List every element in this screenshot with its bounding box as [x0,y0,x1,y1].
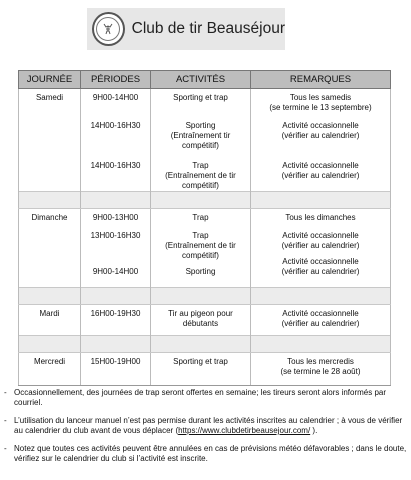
activity-wednesday: Sporting et trap [151,353,251,386]
day-sunday: Dimanche [19,209,81,288]
table-row-sunday [19,209,391,288]
time-slot: 9H00-14H00 [92,267,139,276]
remark-text: Tous les mercredis [287,357,354,366]
header-time: PÉRIODES [81,71,151,89]
activity-text: Trap [192,161,209,170]
club-logo [87,8,285,50]
times-sunday [81,209,151,288]
table-spacer [19,192,391,209]
bullet-dash: - [4,416,7,425]
activity-cell [151,213,250,231]
activity-cell [151,93,250,121]
activity-cell [151,121,250,161]
remarks-saturday [251,89,391,192]
bullet-dash: - [4,444,7,453]
header-day: JOURNÉE [19,71,81,89]
activity-text: Trap [192,213,209,222]
note-item [4,416,408,436]
time-tuesday: 16H00-19H30 [81,305,151,336]
remark-text: Activité occasionnelle [282,309,359,318]
remarks-sunday [251,209,391,288]
activity-note: compétitif) [182,141,219,150]
remark-note: (vérifier au calendrier) [281,241,360,250]
activity-text: Trap [192,231,209,240]
schedule-table [18,70,391,386]
remark-cell [251,93,390,121]
notes-list [4,388,408,472]
activity-text: débutants [182,319,219,328]
remark-note: (vérifier au calendrier) [281,319,360,328]
activity-tuesday [151,305,251,336]
activity-cell [151,231,250,267]
remark-tuesday [251,305,391,336]
activity-cell [151,267,250,277]
table-row-wednesday [19,353,391,386]
time-wednesday: 15H00-19H00 [81,353,151,386]
activity-note: compétitif) [182,181,219,190]
remark-note: (vérifier au calendrier) [281,131,360,140]
remark-cell [251,213,390,231]
remark-cell [251,161,390,181]
table-spacer [19,288,391,305]
note-text: L’utilisation du lanceur manuel n’est pas permise durant les activités inscrites au calendrier ; à vous de vérifier au calendrier du club avant de vous déplacer ( [14,416,403,435]
remark-text: Activité occasionnelle [282,257,359,266]
bullet-dash: - [4,388,7,397]
day-tuesday: Mardi [19,305,81,336]
note-text: Occasionnellement, des journées de trap seront offertes en semaine; les tireurs seront alors informés par courriel. [14,388,387,407]
activities-sunday [151,209,251,288]
time-slot: 14H00-16H30 [90,161,141,170]
remark-note: (vérifier au calendrier) [281,267,360,276]
note-text: Notez que toutes ces activités peuvent être annulées en cas de prévisions météo défavorables ; dans le doute, vérifiez sur le calendrier du club si l’activité est inscrite. [14,444,407,463]
club-website-link[interactable]: https://www.clubdetirbeausejour.com/ [178,426,311,435]
remark-note: (se termine le 28 août) [280,367,361,376]
remark-text: Tous les samedis [289,93,352,102]
note-text-end: ). [310,426,318,435]
activity-text: Sporting [185,267,216,276]
table-spacer [19,336,391,353]
table-row-tuesday [19,305,391,336]
activity-note: compétitif) [182,251,219,260]
table-row-saturday [19,89,391,192]
times-saturday [81,89,151,192]
activity-note: (Entraînement de tir [165,241,236,250]
activity-note: (Entraînement de tir [165,171,236,180]
remark-text: Activité occasionnelle [282,121,359,130]
activity-text: Sporting et trap [173,93,228,102]
remark-text: Activité occasionnelle [282,161,359,170]
note-item [4,388,408,408]
deer-emblem-icon [96,17,120,41]
remark-note: (vérifier au calendrier) [281,171,360,180]
table-header-row [19,71,391,89]
club-seal-emblem [92,12,125,46]
header-remarks: REMARQUES [251,71,391,89]
header-activity: ACTIVITÉS [151,71,251,89]
remark-note: (se termine le 13 septembre) [269,103,372,112]
time-slot: 14H00-16H30 [90,121,141,130]
activities-saturday [151,89,251,192]
remark-wednesday [251,353,391,386]
time-slot: 13H00-16H30 [90,231,141,240]
activity-text: Sporting [185,121,216,130]
remark-cell [251,121,390,161]
time-slot: 9H00-13H00 [92,213,139,222]
activity-note: (Entraînement tir [170,131,231,140]
club-name: Club de tir Beauséjour [131,20,285,37]
remark-cell [251,257,390,277]
activity-text: Tir au pigeon pour [168,309,233,318]
remark-cell [251,231,390,257]
activity-cell [151,161,250,191]
time-slot: 9H00-14H00 [92,93,139,102]
day-saturday: Samedi [19,89,81,192]
remark-text: Activité occasionnelle [282,231,359,240]
remark-text: Tous les dimanches [285,213,356,222]
note-item [4,444,408,464]
day-wednesday: Mercredi [19,353,81,386]
